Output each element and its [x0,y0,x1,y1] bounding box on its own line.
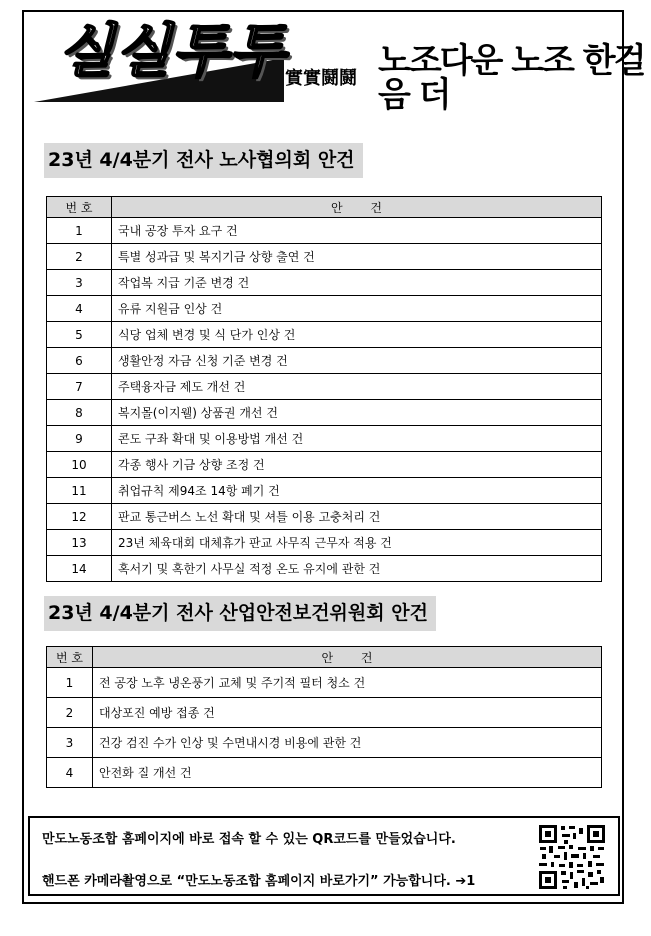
table-row [47,728,602,758]
table-row [47,244,602,270]
row-number: 9 [47,426,112,452]
table-row [47,452,602,478]
row-item: 안전화 질 개선 건 [93,758,602,788]
row-number: 11 [47,478,112,504]
table-row [47,270,602,296]
table-row [47,426,602,452]
col-num-header: 번 호 [47,647,93,668]
table-row [47,322,602,348]
qr-code-icon[interactable] [538,824,606,890]
col-item-header: 안 건 [93,647,602,668]
row-item: 특별 성과급 및 복지기금 상향 출연 건 [112,244,602,270]
section2-title: 23년 4/4분기 전사 산업안전보건위원회 안건 [44,596,436,631]
table-header-row [47,647,602,668]
row-item: 생활안정 자금 신청 기준 변경 건 [112,348,602,374]
row-item: 콘도 구좌 확대 및 이용방법 개선 건 [112,426,602,452]
table-row [47,218,602,244]
row-number: 1 [47,218,112,244]
slogan: 노조다운 노조 한걸음 더 [378,41,645,115]
row-number: 13 [47,530,112,556]
row-number: 12 [47,504,112,530]
row-number: 2 [47,698,93,728]
table-header-row [47,197,602,218]
logo-title: 실실투투 [58,17,287,85]
row-item: 복지몰(이지웰) 상품권 개선 건 [112,400,602,426]
row-number: 2 [47,244,112,270]
footer-box [28,816,620,896]
table-row [47,478,602,504]
table-row [47,296,602,322]
row-item: 식당 업체 변경 및 식 단가 인상 건 [112,322,602,348]
row-number: 1 [47,668,93,698]
row-number: 10 [47,452,112,478]
row-item: 전 공장 노후 냉온풍기 교체 및 주기적 필터 청소 건 [93,668,602,698]
row-item: 작업복 지급 기준 변경 건 [112,270,602,296]
logo-hanja: 實實鬪鬪 [285,68,357,89]
row-number: 8 [47,400,112,426]
footer-line2: 핸드폰 카메라촬영으로 “만도노동조합 홈페이지 바로가기” 가능합니다. ➔1 [42,874,476,889]
row-number: 4 [47,758,93,788]
row-item: 각종 행사 기금 상향 조정 건 [112,452,602,478]
section1-table [46,196,602,582]
row-item: 주택융자금 제도 개선 건 [112,374,602,400]
row-item: 판교 통근버스 노선 확대 및 셔틀 이용 고충처리 건 [112,504,602,530]
row-number: 7 [47,374,112,400]
row-item: 혹서기 및 혹한기 사무실 적정 온도 유지에 관한 건 [112,556,602,582]
row-number: 3 [47,728,93,758]
row-number: 6 [47,348,112,374]
row-item: 취업규칙 제94조 14항 폐기 건 [112,478,602,504]
table-row [47,698,602,728]
table-row [47,556,602,582]
table-row [47,504,602,530]
section1-title: 23년 4/4분기 전사 노사협의회 안건 [44,143,363,178]
table-row [47,530,602,556]
table-row [47,374,602,400]
table-row [47,348,602,374]
row-number: 3 [47,270,112,296]
row-item: 국내 공장 투자 요구 건 [112,218,602,244]
row-number: 14 [47,556,112,582]
row-number: 4 [47,296,112,322]
footer-line1: 만도노동조합 홈페이지에 바로 접속 할 수 있는 QR코드를 만들었습니다. [42,832,456,847]
row-item: 대상포진 예방 접종 건 [93,698,602,728]
table-row [47,668,602,698]
row-item: 건강 검진 수가 인상 및 수면내시경 비용에 관한 건 [93,728,602,758]
table-row [47,400,602,426]
table-row [47,758,602,788]
section2-table [46,646,602,788]
col-item-header: 안 건 [112,197,602,218]
row-item: 유류 지원금 인상 건 [112,296,602,322]
row-item: 23년 체육대회 대체휴가 판교 사무직 근무자 적용 건 [112,530,602,556]
row-number: 5 [47,322,112,348]
col-num-header: 번 호 [47,197,112,218]
